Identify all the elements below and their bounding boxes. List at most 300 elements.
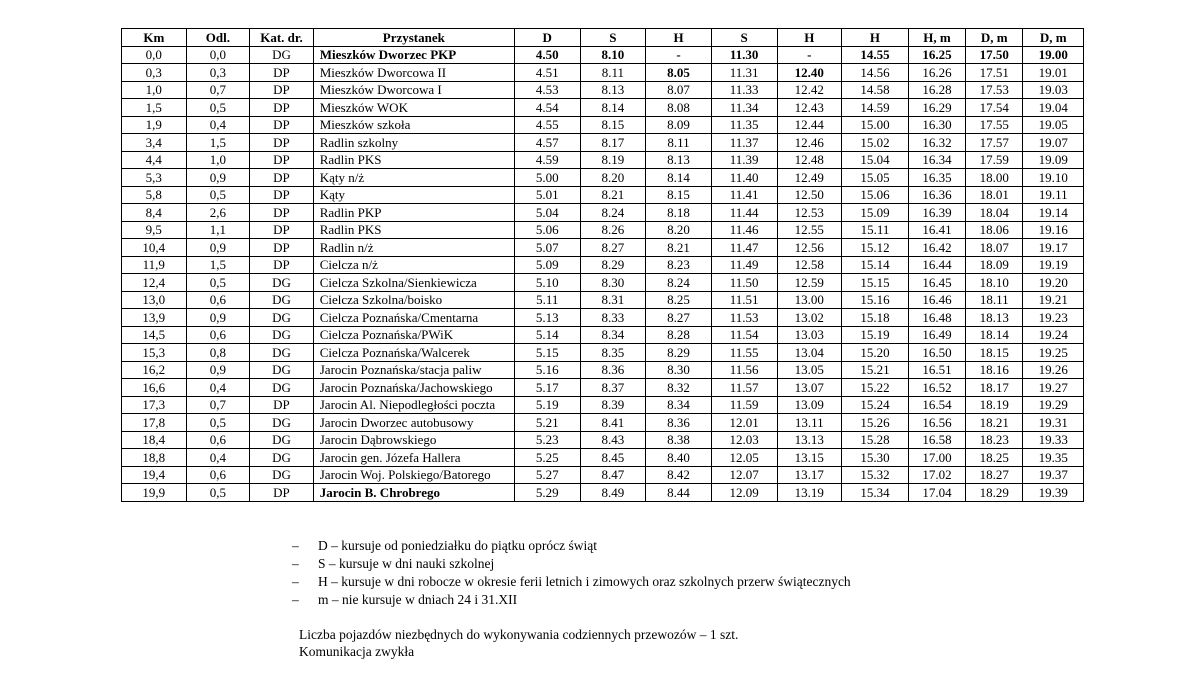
table-cell: 11,9 — [122, 256, 187, 274]
table-cell: 19.24 — [1023, 326, 1084, 344]
table-cell: 5.27 — [514, 466, 580, 484]
table-cell: DP — [250, 186, 314, 204]
table-cell: 8.29 — [580, 256, 646, 274]
column-header: Odl. — [186, 29, 250, 47]
table-cell: 17.04 — [908, 484, 965, 502]
legend-bullet: – — [292, 592, 299, 607]
stop-name-cell: Radlin PKP — [313, 204, 514, 222]
table-row — [122, 256, 1084, 274]
table-cell: 11.31 — [711, 64, 777, 82]
table-cell: 19.20 — [1023, 274, 1084, 292]
table-cell: 8.05 — [646, 64, 712, 82]
stop-name-cell: Mieszków Dworzec PKP — [313, 46, 514, 64]
table-cell: DP — [250, 256, 314, 274]
table-cell: 11.41 — [711, 186, 777, 204]
table-cell: 4.53 — [514, 81, 580, 99]
table-cell: 16.26 — [908, 64, 965, 82]
table-cell: 5.00 — [514, 169, 580, 187]
table-cell: 0,6 — [186, 431, 250, 449]
table-cell: DP — [250, 81, 314, 99]
table-cell: DG — [250, 344, 314, 362]
table-cell: 17.02 — [908, 466, 965, 484]
table-cell: DP — [250, 151, 314, 169]
table-row — [122, 221, 1084, 239]
table-cell: 0,4 — [186, 379, 250, 397]
table-cell: 19.29 — [1023, 396, 1084, 414]
table-cell: 16.30 — [908, 116, 965, 134]
table-cell: 16.45 — [908, 274, 965, 292]
table-cell: 4.51 — [514, 64, 580, 82]
table-cell: 11.34 — [711, 99, 777, 117]
column-header: S — [711, 29, 777, 47]
table-cell: 16.49 — [908, 326, 965, 344]
table-cell: 18.16 — [966, 361, 1023, 379]
table-cell: 8.32 — [646, 379, 712, 397]
table-cell: 11.40 — [711, 169, 777, 187]
table-cell: 8.27 — [646, 309, 712, 327]
table-cell: 19.01 — [1023, 64, 1084, 82]
stop-name-cell: Cielcza Szkolna/Sienkiewicza — [313, 274, 514, 292]
table-cell: 11.59 — [711, 396, 777, 414]
table-cell: 18.27 — [966, 466, 1023, 484]
table-cell: 12.50 — [777, 186, 842, 204]
table-cell: 1,1 — [186, 221, 250, 239]
legend-text: D – kursuje od poniedziałku do piątku oprócz świąt — [318, 538, 597, 553]
table-cell: 12.56 — [777, 239, 842, 257]
table-cell: 17,8 — [122, 414, 187, 432]
table-cell: 8,4 — [122, 204, 187, 222]
table-cell: 8.36 — [580, 361, 646, 379]
table-cell: 13.00 — [777, 291, 842, 309]
table-cell: 19,9 — [122, 484, 187, 502]
table-row — [122, 326, 1084, 344]
column-header: Przystanek — [313, 29, 514, 47]
legend-text: H – kursuje w dni robocze w okresie ferii letnich i zimowych oraz szkolnych przerw świątecznych — [318, 574, 851, 589]
table-cell: 11.50 — [711, 274, 777, 292]
table-cell: 11.55 — [711, 344, 777, 362]
table-cell: 0,9 — [186, 169, 250, 187]
table-cell: 12.01 — [711, 414, 777, 432]
table-cell: 18.17 — [966, 379, 1023, 397]
table-cell: 8.49 — [580, 484, 646, 502]
table-cell: 17.59 — [966, 151, 1023, 169]
table-cell: 0,6 — [186, 466, 250, 484]
table-cell: 8.20 — [580, 169, 646, 187]
table-cell: 8.09 — [646, 116, 712, 134]
stop-name-cell: Jarocin gen. Józefa Hallera — [313, 449, 514, 467]
table-cell: 2,6 — [186, 204, 250, 222]
legend-item — [292, 573, 851, 591]
table-cell: 8.35 — [580, 344, 646, 362]
table-row — [122, 291, 1084, 309]
legend-text: m – nie kursuje w dniach 24 i 31.XII — [318, 592, 518, 607]
table-cell: 8.17 — [580, 134, 646, 152]
table-cell: 0,4 — [186, 116, 250, 134]
table-cell: 0,5 — [186, 414, 250, 432]
stop-name-cell: Jarocin Dworzec autobusowy — [313, 414, 514, 432]
legend-item — [292, 555, 851, 573]
table-cell: DG — [250, 449, 314, 467]
table-cell: 18.06 — [966, 221, 1023, 239]
table-cell: 8.23 — [646, 256, 712, 274]
table-cell: 4.50 — [514, 46, 580, 64]
table-cell: 8.44 — [646, 484, 712, 502]
table-cell: 10,4 — [122, 239, 187, 257]
table-cell: 0,6 — [186, 326, 250, 344]
table-cell: 9,5 — [122, 221, 187, 239]
legend-bullet: – — [292, 556, 299, 571]
table-cell: 11.37 — [711, 134, 777, 152]
table-cell: 18.07 — [966, 239, 1023, 257]
table-row — [122, 186, 1084, 204]
table-cell: 13,0 — [122, 291, 187, 309]
table-cell: 8.42 — [646, 466, 712, 484]
table-cell: 8.36 — [646, 414, 712, 432]
table-cell: 8.28 — [646, 326, 712, 344]
table-cell: 5,3 — [122, 169, 187, 187]
table-cell: DP — [250, 64, 314, 82]
table-cell: 16.41 — [908, 221, 965, 239]
table-cell: 16.46 — [908, 291, 965, 309]
table-cell: - — [777, 46, 842, 64]
table-cell: 12.58 — [777, 256, 842, 274]
column-header: Km — [122, 29, 187, 47]
table-cell: 13.04 — [777, 344, 842, 362]
column-header: D, m — [966, 29, 1023, 47]
table-cell: 15.05 — [842, 169, 909, 187]
table-cell: 11.56 — [711, 361, 777, 379]
table-row — [122, 466, 1084, 484]
legend — [292, 537, 851, 609]
table-cell: 16.54 — [908, 396, 965, 414]
table-cell: 11.51 — [711, 291, 777, 309]
table-cell: 0,6 — [186, 291, 250, 309]
table-cell: 18.29 — [966, 484, 1023, 502]
table-cell: 8.13 — [580, 81, 646, 99]
table-cell: 8.30 — [646, 361, 712, 379]
table-cell: 15.00 — [842, 116, 909, 134]
table-cell: DP — [250, 396, 314, 414]
table-cell: 15.16 — [842, 291, 909, 309]
table-cell: 11.39 — [711, 151, 777, 169]
table-cell: 16.51 — [908, 361, 965, 379]
table-cell: DG — [250, 46, 314, 64]
table-cell: 8.34 — [646, 396, 712, 414]
table-cell: 11.44 — [711, 204, 777, 222]
table-cell: DG — [250, 291, 314, 309]
table-cell: 19.17 — [1023, 239, 1084, 257]
table-cell: 15.18 — [842, 309, 909, 327]
table-cell: 0,9 — [186, 309, 250, 327]
table-cell: 8.11 — [580, 64, 646, 82]
table-cell: 8.27 — [580, 239, 646, 257]
table-cell: 12.07 — [711, 466, 777, 484]
table-cell: DG — [250, 361, 314, 379]
table-cell: DG — [250, 379, 314, 397]
table-cell: 19.07 — [1023, 134, 1084, 152]
table-cell: 18.25 — [966, 449, 1023, 467]
table-cell: 15.26 — [842, 414, 909, 432]
table-cell: 5.21 — [514, 414, 580, 432]
table-cell: 18,4 — [122, 431, 187, 449]
table-cell: 16.28 — [908, 81, 965, 99]
table-cell: 12.55 — [777, 221, 842, 239]
table-cell: DP — [250, 134, 314, 152]
table-row — [122, 134, 1084, 152]
table-cell: 13.17 — [777, 466, 842, 484]
legend-item — [292, 537, 851, 555]
table-cell: 19.19 — [1023, 256, 1084, 274]
table-cell: 13.11 — [777, 414, 842, 432]
table-cell: 5.06 — [514, 221, 580, 239]
table-cell: 17.00 — [908, 449, 965, 467]
table-cell: 8.19 — [580, 151, 646, 169]
stop-name-cell: Mieszków WOK — [313, 99, 514, 117]
table-cell: 15,3 — [122, 344, 187, 362]
table-cell: 19,4 — [122, 466, 187, 484]
stop-name-cell: Cielcza Poznańska/Cmentarna — [313, 309, 514, 327]
table-cell: 19.21 — [1023, 291, 1084, 309]
table-cell: 0,8 — [186, 344, 250, 362]
table-cell: 8.15 — [580, 116, 646, 134]
table-cell: 19.39 — [1023, 484, 1084, 502]
table-cell: 16.39 — [908, 204, 965, 222]
table-cell: 8.33 — [580, 309, 646, 327]
table-cell: 15.28 — [842, 431, 909, 449]
table-cell: 15.11 — [842, 221, 909, 239]
table-row — [122, 361, 1084, 379]
table-cell: 16,6 — [122, 379, 187, 397]
table-cell: 14.59 — [842, 99, 909, 117]
table-row — [122, 169, 1084, 187]
table-cell: 19.09 — [1023, 151, 1084, 169]
table-cell: 5.09 — [514, 256, 580, 274]
table-cell: 16.42 — [908, 239, 965, 257]
table-cell: 8.14 — [580, 99, 646, 117]
table-row — [122, 151, 1084, 169]
table-cell: 13.03 — [777, 326, 842, 344]
table-cell: 8.34 — [580, 326, 646, 344]
table-cell: 12.48 — [777, 151, 842, 169]
table-cell: 0,3 — [186, 64, 250, 82]
table-cell: 15.20 — [842, 344, 909, 362]
table-cell: 12.59 — [777, 274, 842, 292]
legend-bullet: – — [292, 574, 299, 589]
table-cell: 16.58 — [908, 431, 965, 449]
table-cell: 16.32 — [908, 134, 965, 152]
table-cell: 8.25 — [646, 291, 712, 309]
table-cell: 8.21 — [646, 239, 712, 257]
table-cell: 15.22 — [842, 379, 909, 397]
table-cell: 8.31 — [580, 291, 646, 309]
table-cell: 1,0 — [122, 81, 187, 99]
table-cell: 11.35 — [711, 116, 777, 134]
table-cell: 18.13 — [966, 309, 1023, 327]
table-cell: 0,5 — [186, 186, 250, 204]
timetable-body — [122, 46, 1084, 501]
table-cell: 15.30 — [842, 449, 909, 467]
table-cell: 14.56 — [842, 64, 909, 82]
table-cell: 12.09 — [711, 484, 777, 502]
table-cell: 12.44 — [777, 116, 842, 134]
table-cell: 16.50 — [908, 344, 965, 362]
table-cell: 15.12 — [842, 239, 909, 257]
table-cell: 12.49 — [777, 169, 842, 187]
table-cell: 8.39 — [580, 396, 646, 414]
table-cell: 16.44 — [908, 256, 965, 274]
table-cell: DG — [250, 431, 314, 449]
table-cell: 18,8 — [122, 449, 187, 467]
table-row — [122, 484, 1084, 502]
stop-name-cell: Cielcza Poznańska/PWiK — [313, 326, 514, 344]
table-cell: 0,9 — [186, 239, 250, 257]
table-cell: 11.57 — [711, 379, 777, 397]
stop-name-cell: Jarocin Woj. Polskiego/Batorego — [313, 466, 514, 484]
table-cell: 18.04 — [966, 204, 1023, 222]
table-cell: 17.51 — [966, 64, 1023, 82]
table-cell: 5.23 — [514, 431, 580, 449]
timetable — [121, 28, 1084, 502]
table-cell: 19.31 — [1023, 414, 1084, 432]
table-row — [122, 274, 1084, 292]
table-cell: 19.00 — [1023, 46, 1084, 64]
table-cell: 19.33 — [1023, 431, 1084, 449]
table-cell: DP — [250, 484, 314, 502]
table-cell: 12.42 — [777, 81, 842, 99]
table-cell: 18.23 — [966, 431, 1023, 449]
table-row — [122, 344, 1084, 362]
table-row — [122, 379, 1084, 397]
table-cell: 13.13 — [777, 431, 842, 449]
table-cell: 17.53 — [966, 81, 1023, 99]
stop-name-cell: Jarocin Dąbrowskiego — [313, 431, 514, 449]
column-header: H, m — [908, 29, 965, 47]
table-cell: 0,5 — [186, 484, 250, 502]
table-cell: 0,7 — [186, 81, 250, 99]
table-cell: - — [646, 46, 712, 64]
column-header: Kat. dr. — [250, 29, 314, 47]
table-cell: 8.21 — [580, 186, 646, 204]
table-cell: 0,4 — [186, 449, 250, 467]
table-cell: 13.19 — [777, 484, 842, 502]
table-cell: 5.07 — [514, 239, 580, 257]
table-cell: 8.24 — [646, 274, 712, 292]
table-row — [122, 239, 1084, 257]
table-row — [122, 204, 1084, 222]
table-cell: 1,5 — [186, 134, 250, 152]
table-row — [122, 449, 1084, 467]
legend-item — [292, 591, 851, 609]
stop-name-cell: Kąty — [313, 186, 514, 204]
table-cell: 19.35 — [1023, 449, 1084, 467]
table-cell: 15.14 — [842, 256, 909, 274]
table-cell: 12.53 — [777, 204, 842, 222]
column-header: D, m — [1023, 29, 1084, 47]
table-cell: 19.26 — [1023, 361, 1084, 379]
table-cell: 11.30 — [711, 46, 777, 64]
table-cell: 19.05 — [1023, 116, 1084, 134]
table-cell: 16.48 — [908, 309, 965, 327]
table-cell: DP — [250, 221, 314, 239]
stop-name-cell: Jarocin Poznańska/stacja paliw — [313, 361, 514, 379]
table-cell: 15.34 — [842, 484, 909, 502]
stop-name-cell: Jarocin Al. Niepodległości poczta — [313, 396, 514, 414]
table-cell: 5.14 — [514, 326, 580, 344]
table-cell: 14.55 — [842, 46, 909, 64]
table-cell: 8.37 — [580, 379, 646, 397]
table-cell: 18.11 — [966, 291, 1023, 309]
table-cell: 11.49 — [711, 256, 777, 274]
table-cell: 16.29 — [908, 99, 965, 117]
stop-name-cell: Radlin szkolny — [313, 134, 514, 152]
table-cell: 15.32 — [842, 466, 909, 484]
table-cell: 8.13 — [646, 151, 712, 169]
column-header: H — [646, 29, 712, 47]
table-cell: 15.09 — [842, 204, 909, 222]
table-cell: 5.10 — [514, 274, 580, 292]
table-cell: 16.36 — [908, 186, 965, 204]
table-cell: 8.07 — [646, 81, 712, 99]
table-cell: 8.41 — [580, 414, 646, 432]
table-cell: 0,5 — [186, 99, 250, 117]
table-cell: 19.27 — [1023, 379, 1084, 397]
table-cell: 5.19 — [514, 396, 580, 414]
table-cell: 5.13 — [514, 309, 580, 327]
table-cell: 8.40 — [646, 449, 712, 467]
table-row — [122, 64, 1084, 82]
table-cell: 8.47 — [580, 466, 646, 484]
timetable-header — [122, 29, 1084, 47]
service-type-note: Komunikacja zwykła — [299, 644, 415, 659]
table-cell: 17.57 — [966, 134, 1023, 152]
table-cell: 19.25 — [1023, 344, 1084, 362]
table-cell: 8.26 — [580, 221, 646, 239]
table-cell: 12.40 — [777, 64, 842, 82]
column-header: H — [842, 29, 909, 47]
table-cell: 17,3 — [122, 396, 187, 414]
table-cell: 4.59 — [514, 151, 580, 169]
table-cell: 12.46 — [777, 134, 842, 152]
table-cell: 12,4 — [122, 274, 187, 292]
table-cell: DP — [250, 239, 314, 257]
stop-name-cell: Radlin PKS — [313, 221, 514, 239]
stop-name-cell: Cielcza Szkolna/boisko — [313, 291, 514, 309]
table-cell: 4.55 — [514, 116, 580, 134]
table-cell: 0,7 — [186, 396, 250, 414]
table-cell: 19.10 — [1023, 169, 1084, 187]
table-cell: 19.16 — [1023, 221, 1084, 239]
vehicles-note: Liczba pojazdów niezbędnych do wykonywania codziennych przewozów – 1 szt. — [299, 627, 739, 642]
table-cell: 15.21 — [842, 361, 909, 379]
table-cell: 13,9 — [122, 309, 187, 327]
table-cell: 17.55 — [966, 116, 1023, 134]
column-header: H — [777, 29, 842, 47]
table-cell: 0,5 — [186, 274, 250, 292]
table-cell: 4,4 — [122, 151, 187, 169]
table-cell: 17.54 — [966, 99, 1023, 117]
table-cell: 16.25 — [908, 46, 965, 64]
table-cell: 8.08 — [646, 99, 712, 117]
table-cell: 3,4 — [122, 134, 187, 152]
table-cell: DP — [250, 169, 314, 187]
table-row — [122, 116, 1084, 134]
column-header: S — [580, 29, 646, 47]
table-cell: 13.07 — [777, 379, 842, 397]
table-row — [122, 396, 1084, 414]
table-cell: 0,0 — [186, 46, 250, 64]
table-cell: 15.24 — [842, 396, 909, 414]
table-cell: 18.01 — [966, 186, 1023, 204]
